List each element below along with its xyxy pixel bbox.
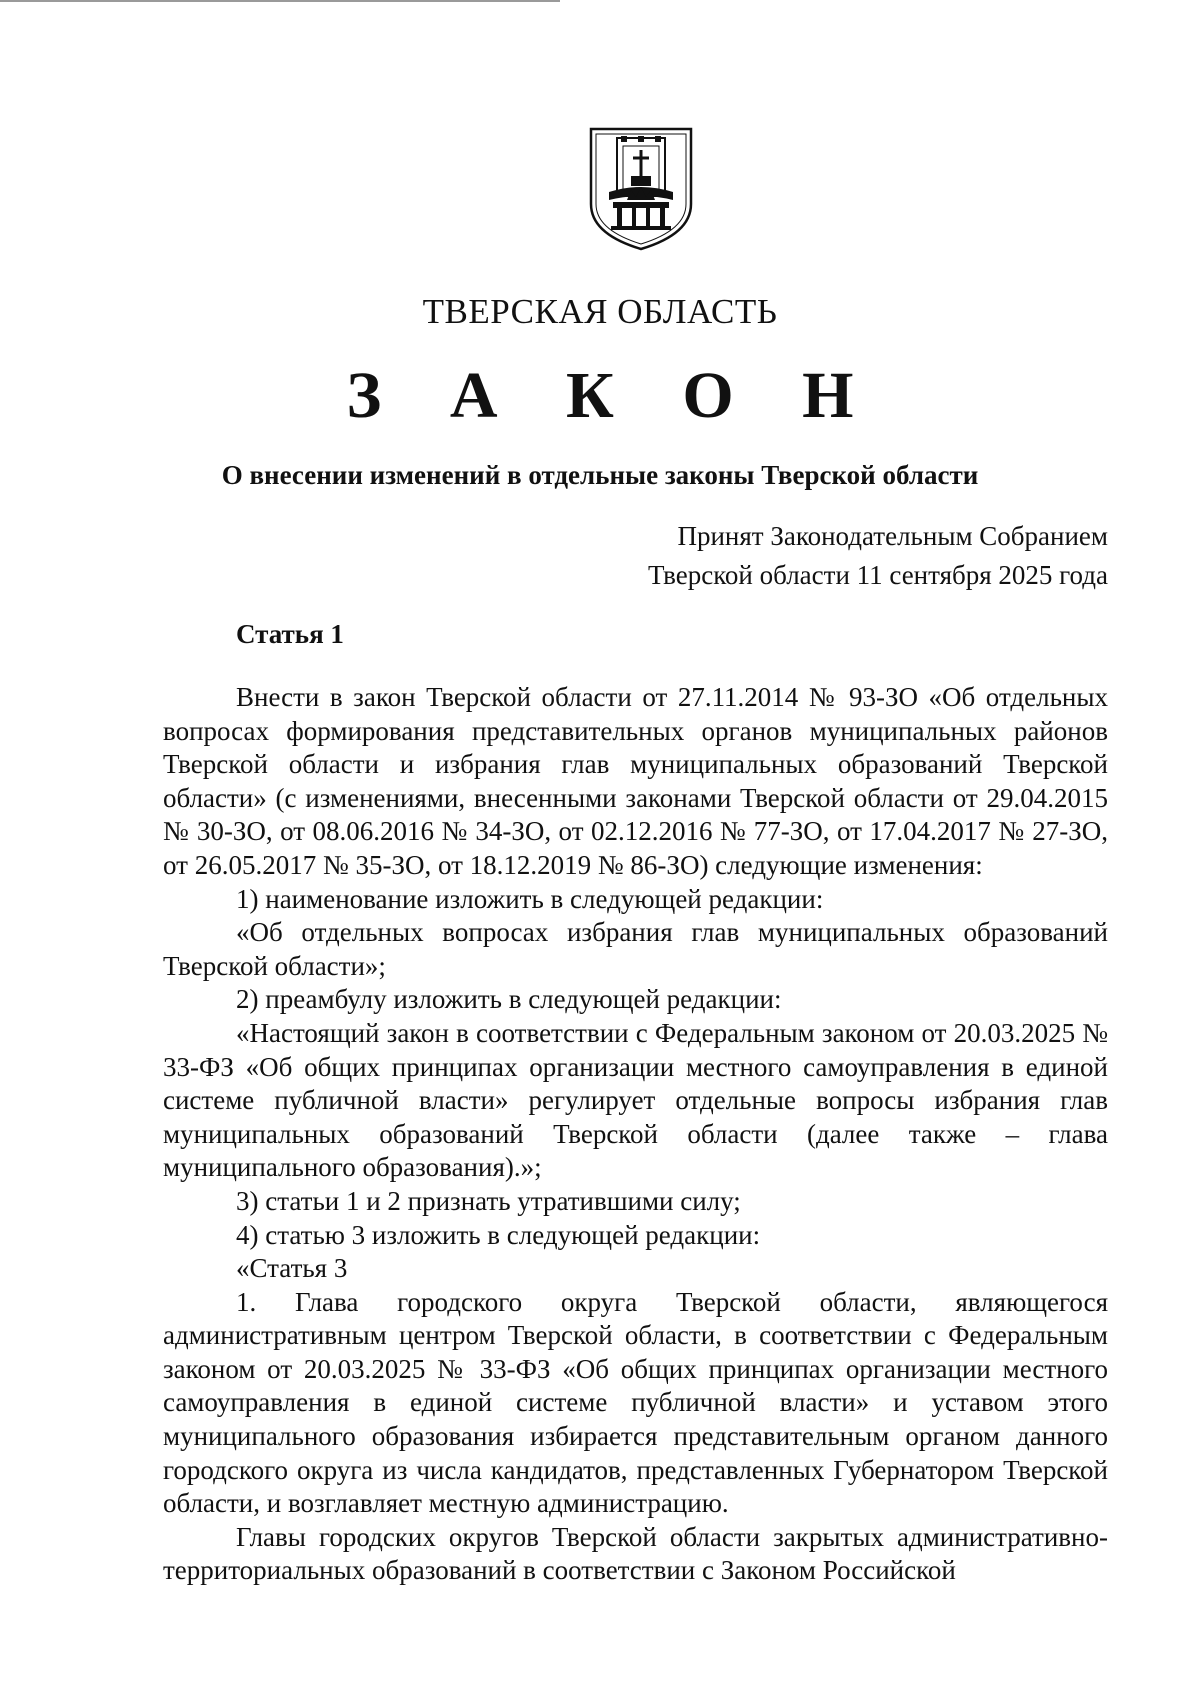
paragraph: Главы городских округов Тверской области закрытых административно-территориальных образований в соответствии с Законом Российской — [163, 1521, 1108, 1586]
paragraph: 4) статью 3 изложить в следующей редакции: — [236, 1219, 761, 1250]
scan-edge-line — [0, 0, 560, 2]
adoption-line-2: Тверской области 11 сентября 2025 года — [647, 560, 1108, 590]
paragraph: «Об отдельных вопросах избрания глав муниципальных образований Тверской области»; — [163, 917, 1108, 981]
paragraph: 1. Глава городского округа Тверской области, являющегося административным центром Тверской области, в соответствии с Федеральным законом от 20.03.2025 № 33-ФЗ «Об общих принципах организации местного самоуправления в единой системе публичной власти» и уставом этого муниципального образования избирается представительным органом данного городского округа из числа кандидатов, представленных Губернатором Тверской области, и возглавляет местную администрацию. — [163, 1286, 1108, 1519]
paragraph: «Настоящий закон в соответствии с Федеральным законом от 20.03.2025 № 33-ФЗ «Об общих принципах организации местного самоуправления в единой системе публичной власти» регулирует отдельные вопросы избрания глав муниципальных образований Тверской области (далее также – глава муниципального образования).»; — [163, 1017, 1108, 1183]
law-subject: О внесении изменений в отдельные законы Тверской области — [221, 460, 979, 490]
document-type-title: З А К О Н — [346, 359, 880, 432]
paragraph: «Статья 3 — [236, 1253, 348, 1284]
adoption-line-1: Принят Законодательным Собранием — [677, 521, 1108, 551]
coat-of-arms-icon — [587, 126, 695, 252]
adoption-note — [648, 517, 1108, 595]
article-heading: Статья 1 — [236, 619, 344, 649]
paragraph: Внести в закон Тверской области от 27.11.2014 № 93-ЗО «Об отдельных вопросах формирования представительных органов муниципальных районов Тверской области и избрания глав муниципальных образований Тверской области» (с изменениями, внесенными законами Тверской области от 29.04.2015 № 30-ЗО, от 08.06.2016 № 34-ЗО, от 02.12.2016 № 77-ЗО, от 17.04.2017 № 27-ЗО, от 26.05.2017 № 35-ЗО, от 18.12.2019 № 86-ЗО) следующие изменения: — [163, 682, 1108, 880]
region-title: ТВЕРСКАЯ ОБЛАСТЬ — [422, 292, 778, 331]
article-body — [163, 681, 1108, 1588]
paragraph: 1) наименование изложить в следующей редакции: — [236, 883, 824, 914]
paragraph: 2) преамбулу изложить в следующей редакции: — [236, 984, 782, 1015]
paragraph: 3) статьи 1 и 2 признать утратившими силу; — [236, 1185, 741, 1216]
